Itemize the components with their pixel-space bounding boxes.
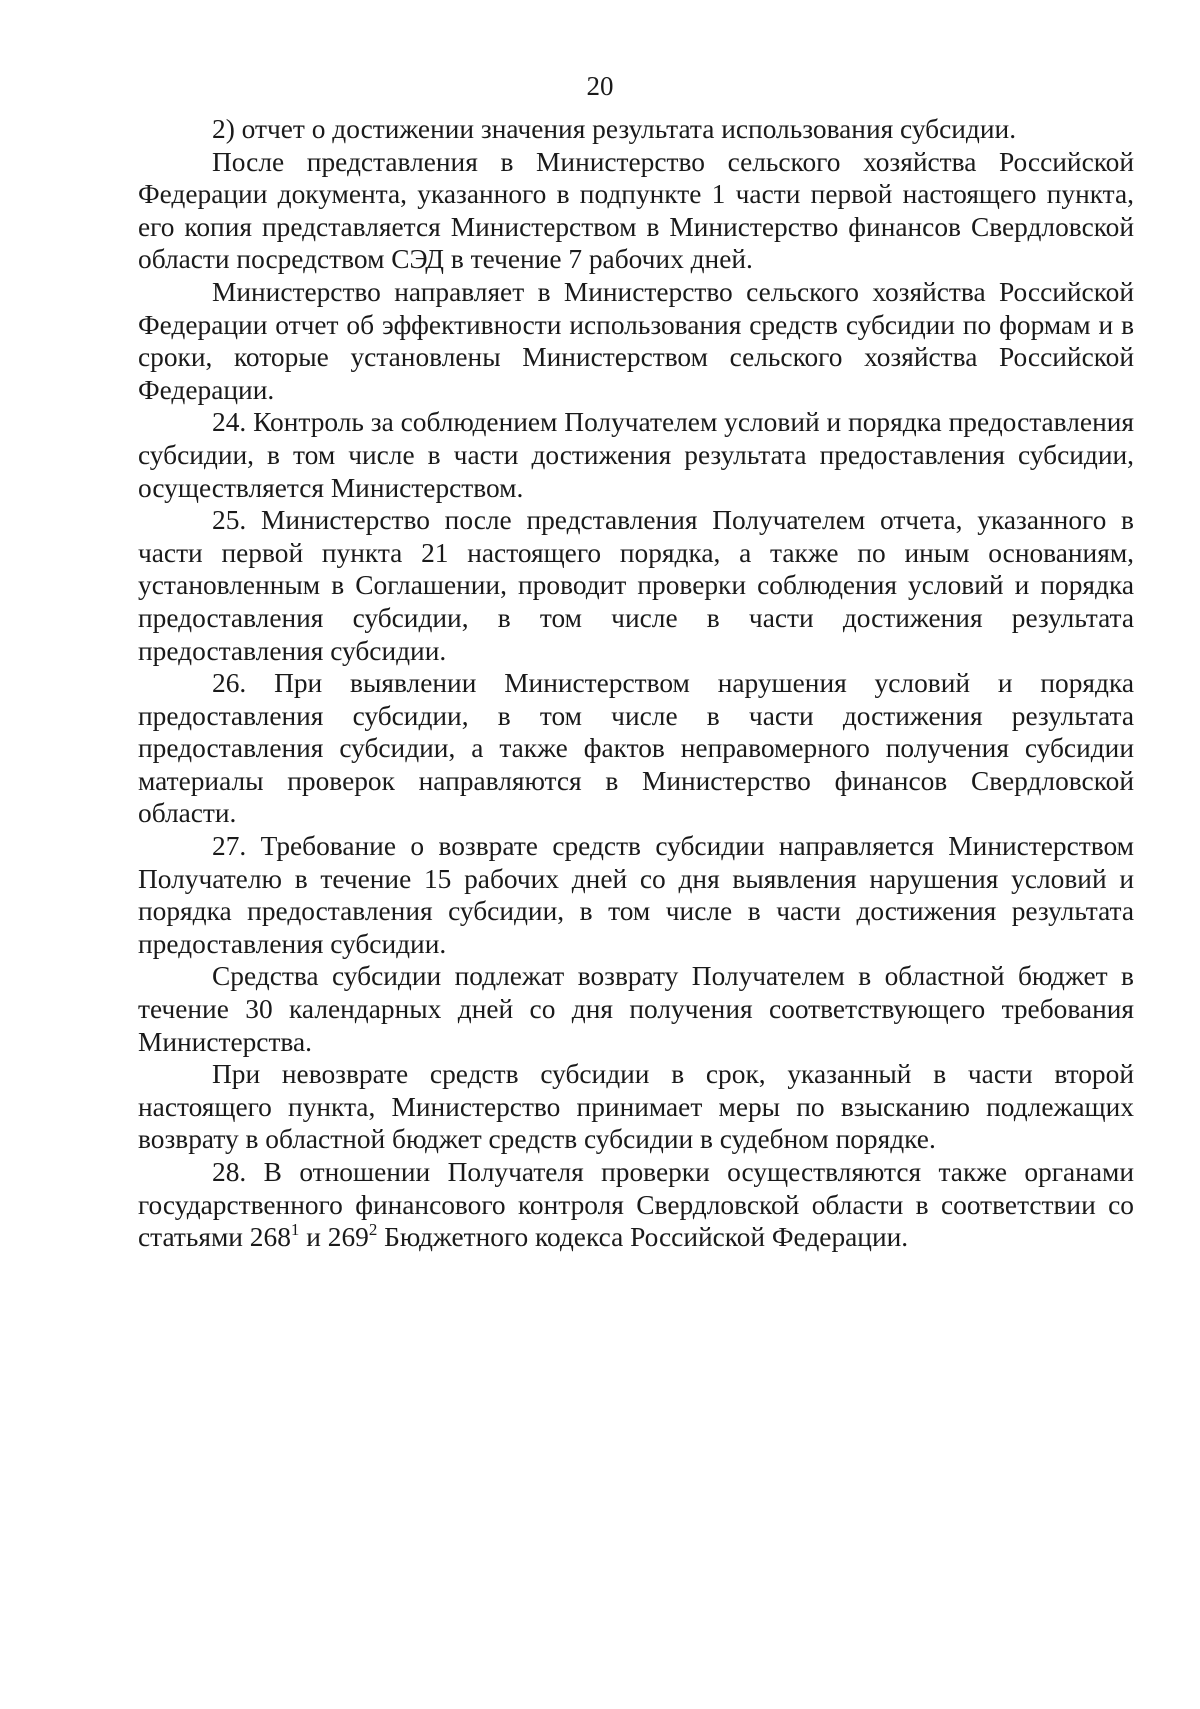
page-number: 20 [586, 71, 614, 101]
paragraph-clause-28 [138, 1156, 1134, 1254]
paragraph-clause-24: 24. Контроль за соблюдением Получателем условий и порядка предоставления субсидии, в том числе в части достижения результата предоставления субсидии, осуществляется Министерством. [138, 407, 1134, 503]
clause-28-text-part2: и 269 [299, 1222, 369, 1253]
article-superscript-1: 1 [290, 1220, 300, 1240]
paragraph-clause-25: 25. Министерство после представления Получателем отчета, указанного в части первой пункта 21 настоящего порядка, а также по иным основаниям, установленным в Соглашении, проводит проверки соблюдения условий и порядка предоставления субсидии, в том числе в части достижения результата предоставления субсидии. [138, 505, 1134, 666]
paragraph-court-recovery: При невозврате средств субсидии в срок, указанный в части второй настоящего пункта, Министерство принимает меры по взысканию подлежащих возврату в областной бюджет средств субсидии в судебном порядке. [138, 1059, 1134, 1155]
clause-28-text-part3: Бюджетного кодекса Российской Федерации. [377, 1222, 909, 1253]
paragraph-efficiency-report: Министерство направляет в Министерство сельского хозяйства Российской Федерации отчет об эффективности использования средств субсидии по формам и в сроки, которые установлены Министерством сельского хозяйства Российской Федерации. [138, 276, 1134, 405]
document-body [138, 113, 1134, 1254]
article-superscript-2: 2 [368, 1220, 378, 1240]
paragraph-copy-submission: После представления в Министерство сельского хозяйства Российской Федерации документа, указанного в подпункте 1 части первой настоящего пункта, его копия представляется Министерством в Министерство финансов Свердловской области посредством СЭД в течение 7 рабочих дней. [138, 146, 1134, 275]
clause-28-text-part1: 28. В отношении Получателя проверки осуществляются также органами государственного финансового контроля Свердловской области в соответствии со статьями 268 [138, 1157, 1134, 1253]
paragraph-clause-27: 27. Требование о возврате средств субсидии направляется Министерством Получателю в течение 15 рабочих дней со дня выявления нарушения условий и порядка предоставления субсидии, в том числе в части достижения результата предоставления субсидии. [138, 831, 1134, 959]
paragraph-report-item-2: 2) отчет о достижении значения результата использования субсидии. [212, 114, 1017, 144]
paragraph-refund-deadline: Средства субсидии подлежат возврату Получателем в областной бюджет в течение 30 календарных дней со дня получения соответствующего требования Министерства. [138, 961, 1134, 1057]
paragraph-clause-26: 26. При выявлении Министерством нарушения условий и порядка предоставления субсидии, в том числе в части достижения результата предоставления субсидии, а также фактов неправомерного получения субсидии материалы проверок направляются в Министерство финансов Свердловской области. [138, 668, 1134, 829]
